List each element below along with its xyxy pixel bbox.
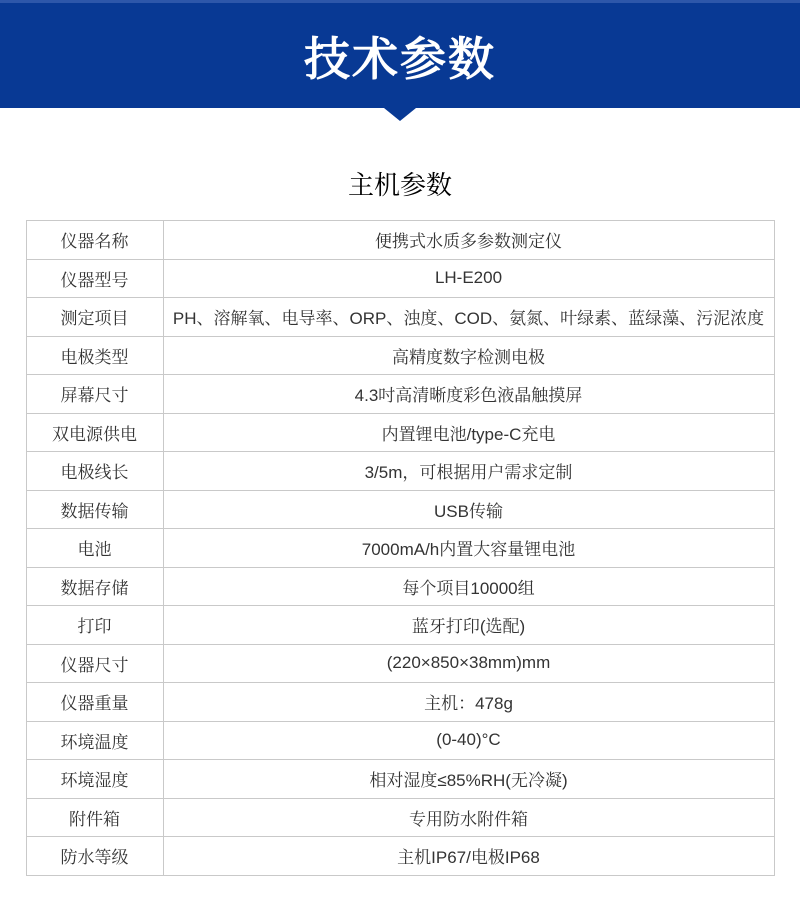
spec-value: 专用防水附件箱 [163,798,774,837]
spec-label: 环境湿度 [26,760,163,799]
spec-value: LH-E200 [163,259,774,298]
spec-table [26,220,775,876]
spec-label: 环境温度 [26,721,163,760]
spec-value: 相对湿度≤85%RH(无冷凝) [163,760,774,799]
spec-value: 蓝牙打印(选配) [163,606,774,645]
spec-label: 双电源供电 [26,413,163,452]
spec-label: 数据存储 [26,567,163,606]
spec-value: USB传输 [163,490,774,529]
spec-label: 电池 [26,529,163,568]
spec-label: 测定项目 [26,298,163,337]
spec-value: 3/5m，可根据用户需求定制 [163,452,774,491]
table-row [26,683,774,722]
table-row [26,298,774,337]
section-heading: 主机参数 [347,170,452,200]
spec-value: 4.3吋高清晰度彩色液晶触摸屏 [163,375,774,414]
spec-label: 电极线长 [26,452,163,491]
spec-label: 仪器型号 [26,259,163,298]
table-row [26,760,774,799]
spec-value: (220×850×38mm)mm [163,644,774,683]
spec-value: 7000mA/h内置大容量锂电池 [163,529,774,568]
spec-label: 电极类型 [26,336,163,375]
spec-label: 屏幕尺寸 [26,375,163,414]
table-row [26,721,774,760]
spec-label: 仪器名称 [26,221,163,260]
spec-label: 打印 [26,606,163,645]
table-row [26,529,774,568]
spec-label: 仪器重量 [26,683,163,722]
table-row [26,259,774,298]
table-row [26,490,774,529]
spec-label: 仪器尺寸 [26,644,163,683]
table-row [26,567,774,606]
spec-value: 主机IP67/电极IP68 [163,837,774,876]
table-row [26,221,774,260]
spec-value: 便携式水质多参数测定仪 [163,221,774,260]
table-row [26,837,774,876]
banner-pointer-triangle [384,108,416,121]
table-row [26,606,774,645]
table-row [26,375,774,414]
table-row [26,452,774,491]
spec-value: 主机：478g [163,683,774,722]
spec-value: 内置锂电池/type-C充电 [163,413,774,452]
spec-value: (0-40)°C [163,721,774,760]
spec-label: 防水等级 [26,837,163,876]
banner-title: 技术参数 [304,33,496,85]
spec-label: 数据传输 [26,490,163,529]
table-row [26,798,774,837]
table-row [26,336,774,375]
table-row [26,644,774,683]
spec-value: 高精度数字检测电极 [163,336,774,375]
spec-label: 附件箱 [26,798,163,837]
table-row [26,413,774,452]
section-banner [0,0,800,108]
spec-value: 每个项目10000组 [163,567,774,606]
spec-value: PH、溶解氧、电导率、ORP、浊度、COD、氨氮、叶绿素、蓝绿藻、污泥浓度 [163,298,774,337]
